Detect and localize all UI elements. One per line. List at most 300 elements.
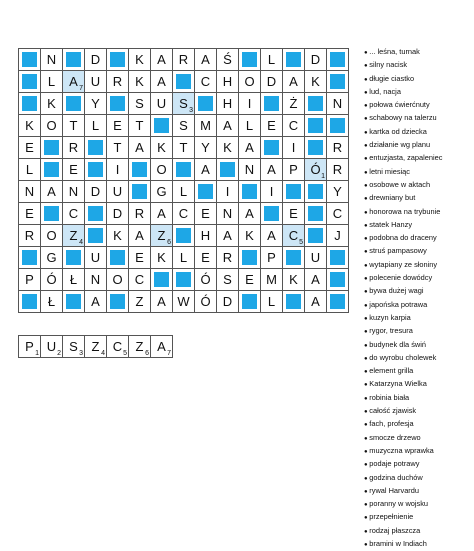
answer-cell[interactable] bbox=[107, 336, 129, 358]
cell-letter: D bbox=[222, 294, 233, 309]
cell-letter: A bbox=[311, 272, 320, 287]
answer-number: 6 bbox=[145, 350, 149, 357]
letter-cell[interactable] bbox=[217, 247, 239, 269]
block-cell bbox=[129, 181, 151, 203]
letter-cell[interactable] bbox=[283, 203, 305, 225]
letter-cell[interactable] bbox=[173, 49, 195, 71]
letter-cell[interactable] bbox=[261, 181, 283, 203]
letter-cell[interactable] bbox=[195, 203, 217, 225]
letter-cell[interactable] bbox=[41, 291, 63, 313]
block-cell bbox=[63, 93, 85, 115]
answer-cell[interactable] bbox=[41, 336, 63, 358]
letter-cell[interactable] bbox=[151, 49, 173, 71]
letter-cell[interactable] bbox=[327, 225, 349, 247]
block-cell bbox=[173, 269, 195, 291]
letter-cell[interactable] bbox=[217, 49, 239, 71]
clue-item: ● entuzjasta, zapaleniec bbox=[364, 152, 442, 165]
letter-cell[interactable] bbox=[151, 203, 173, 225]
highlighted-cell[interactable] bbox=[283, 225, 305, 247]
cell-letter: I bbox=[115, 162, 120, 177]
letter-cell[interactable] bbox=[195, 71, 217, 93]
letter-cell[interactable] bbox=[261, 247, 283, 269]
letter-cell[interactable] bbox=[173, 291, 195, 313]
cell-letter: A bbox=[223, 118, 232, 133]
letter-cell[interactable] bbox=[239, 71, 261, 93]
letter-cell[interactable] bbox=[41, 269, 63, 291]
cell-letter: A bbox=[245, 140, 254, 155]
letter-cell[interactable] bbox=[107, 203, 129, 225]
letter-cell[interactable] bbox=[19, 181, 41, 203]
block-cell bbox=[283, 247, 305, 269]
answer-letter: U bbox=[46, 339, 57, 354]
cell-letter: J bbox=[334, 228, 341, 243]
letter-cell[interactable] bbox=[195, 291, 217, 313]
cell-letter: O bbox=[46, 118, 57, 133]
cell-letter: Y bbox=[91, 96, 100, 111]
cell-letter: A bbox=[157, 206, 166, 221]
letter-cell[interactable] bbox=[85, 269, 107, 291]
cell-letter: Ó bbox=[200, 294, 211, 309]
letter-cell[interactable] bbox=[19, 159, 41, 181]
answer-letter: S bbox=[69, 339, 78, 354]
answer-number: 5 bbox=[123, 350, 127, 357]
letter-cell[interactable] bbox=[129, 71, 151, 93]
letter-cell[interactable] bbox=[195, 225, 217, 247]
block-cell bbox=[19, 49, 41, 71]
cell-letter: S bbox=[223, 272, 232, 287]
letter-cell[interactable] bbox=[85, 49, 107, 71]
grid-row bbox=[19, 269, 349, 291]
clue-item: ● polecenie dowódcy bbox=[364, 272, 442, 285]
clue-item: ● kuzyn karpia bbox=[364, 312, 442, 325]
letter-cell[interactable] bbox=[129, 291, 151, 313]
answer-cell[interactable] bbox=[63, 336, 85, 358]
letter-cell[interactable] bbox=[217, 291, 239, 313]
letter-cell[interactable] bbox=[19, 269, 41, 291]
cell-letter: P bbox=[25, 272, 34, 287]
letter-cell[interactable] bbox=[239, 159, 261, 181]
cell-letter: Z bbox=[69, 228, 78, 243]
block-cell bbox=[305, 181, 327, 203]
cell-letter: N bbox=[90, 272, 101, 287]
letter-cell[interactable] bbox=[63, 181, 85, 203]
clue-item: ● letni miesiąc bbox=[364, 166, 442, 179]
letter-cell[interactable] bbox=[129, 247, 151, 269]
cell-letter: M bbox=[200, 118, 211, 133]
cell-letter: A bbox=[47, 184, 56, 199]
grid-row bbox=[19, 115, 349, 137]
grid-row bbox=[19, 93, 349, 115]
cell-letter: A bbox=[91, 294, 100, 309]
cell-letter: T bbox=[135, 118, 144, 133]
highlighted-cell[interactable] bbox=[63, 71, 85, 93]
letter-cell[interactable] bbox=[239, 269, 261, 291]
grid-row bbox=[19, 181, 349, 203]
highlighted-cell[interactable] bbox=[63, 225, 85, 247]
answer-cell[interactable] bbox=[19, 336, 41, 358]
block-cell bbox=[63, 247, 85, 269]
letter-cell[interactable] bbox=[239, 225, 261, 247]
clue-item: ● godzina duchów bbox=[364, 472, 442, 485]
clue-item: ● długie ciastko bbox=[364, 73, 442, 86]
letter-cell[interactable] bbox=[41, 225, 63, 247]
cell-letter: R bbox=[24, 228, 35, 243]
clue-item: ● robinia biała bbox=[364, 392, 442, 405]
cell-letter: Ś bbox=[223, 52, 232, 67]
letter-cell[interactable] bbox=[217, 93, 239, 115]
cell-letter: A bbox=[201, 162, 210, 177]
letter-cell[interactable] bbox=[305, 71, 327, 93]
cell-letter: L bbox=[245, 118, 254, 133]
letter-cell[interactable] bbox=[327, 203, 349, 225]
letter-cell[interactable] bbox=[151, 159, 173, 181]
grid-row bbox=[19, 159, 349, 181]
cell-letter: A bbox=[311, 294, 320, 309]
block-cell bbox=[19, 93, 41, 115]
block-cell bbox=[63, 291, 85, 313]
clue-item: ● osobowe w aktach bbox=[364, 179, 442, 192]
cell-letter: C bbox=[134, 272, 145, 287]
cell-number: 4 bbox=[79, 239, 83, 246]
grid-row bbox=[19, 291, 349, 313]
letter-cell[interactable] bbox=[63, 203, 85, 225]
letter-cell[interactable] bbox=[151, 71, 173, 93]
cell-letter: Y bbox=[201, 140, 210, 155]
letter-cell[interactable] bbox=[63, 137, 85, 159]
highlighted-cell[interactable] bbox=[151, 225, 173, 247]
clue-item: ● rywal Harvardu bbox=[364, 485, 442, 498]
cell-letter: E bbox=[25, 140, 34, 155]
block-cell bbox=[107, 291, 129, 313]
letter-cell[interactable] bbox=[151, 247, 173, 269]
cell-letter: K bbox=[135, 74, 144, 89]
block-cell bbox=[283, 181, 305, 203]
block-cell bbox=[19, 71, 41, 93]
letter-cell[interactable] bbox=[327, 159, 349, 181]
letter-cell[interactable] bbox=[107, 269, 129, 291]
block-cell bbox=[327, 291, 349, 313]
clue-item: ● bramini w Indiach bbox=[364, 538, 442, 551]
cell-letter: A bbox=[289, 74, 298, 89]
block-cell bbox=[305, 225, 327, 247]
letter-cell[interactable] bbox=[217, 71, 239, 93]
answer-number: 2 bbox=[57, 350, 61, 357]
letter-cell[interactable] bbox=[261, 225, 283, 247]
block-cell bbox=[129, 159, 151, 181]
letter-cell[interactable] bbox=[41, 247, 63, 269]
letter-cell[interactable] bbox=[41, 71, 63, 93]
letter-cell[interactable] bbox=[239, 115, 261, 137]
clue-item: ● silny nacisk bbox=[364, 59, 442, 72]
cell-letter: A bbox=[223, 228, 232, 243]
letter-cell[interactable] bbox=[85, 71, 107, 93]
letter-cell[interactable] bbox=[305, 49, 327, 71]
answer-letter: Z bbox=[91, 339, 100, 354]
letter-cell[interactable] bbox=[41, 93, 63, 115]
cell-number: 7 bbox=[79, 85, 83, 92]
clue-item: ● muzyczna wprawka bbox=[364, 445, 442, 458]
letter-cell[interactable] bbox=[41, 115, 63, 137]
letter-cell[interactable] bbox=[173, 137, 195, 159]
letter-cell[interactable] bbox=[107, 225, 129, 247]
letter-cell[interactable] bbox=[129, 137, 151, 159]
answer-letter: P bbox=[25, 339, 34, 354]
letter-cell[interactable] bbox=[173, 203, 195, 225]
cell-letter: K bbox=[223, 140, 232, 155]
letter-cell[interactable] bbox=[261, 159, 283, 181]
cell-letter: G bbox=[156, 184, 167, 199]
letter-cell[interactable] bbox=[217, 115, 239, 137]
cell-letter: H bbox=[222, 96, 233, 111]
letter-cell[interactable] bbox=[107, 71, 129, 93]
letter-cell[interactable] bbox=[217, 225, 239, 247]
answer-letter: Z bbox=[135, 339, 144, 354]
letter-cell[interactable] bbox=[327, 93, 349, 115]
letter-cell[interactable] bbox=[327, 137, 349, 159]
letter-cell[interactable] bbox=[283, 137, 305, 159]
letter-cell[interactable] bbox=[151, 181, 173, 203]
letter-cell[interactable] bbox=[305, 291, 327, 313]
letter-cell[interactable] bbox=[19, 115, 41, 137]
letter-cell[interactable] bbox=[151, 137, 173, 159]
letter-cell[interactable] bbox=[41, 49, 63, 71]
letter-cell[interactable] bbox=[107, 181, 129, 203]
letter-cell[interactable] bbox=[85, 291, 107, 313]
cell-number: 3 bbox=[189, 107, 193, 114]
block-cell bbox=[283, 49, 305, 71]
letter-cell[interactable] bbox=[261, 269, 283, 291]
letter-cell[interactable] bbox=[85, 247, 107, 269]
cell-letter: Ł bbox=[47, 294, 56, 309]
block-cell bbox=[85, 225, 107, 247]
cell-letter: U bbox=[90, 74, 101, 89]
grid-row bbox=[19, 71, 349, 93]
letter-cell[interactable] bbox=[41, 181, 63, 203]
block-cell bbox=[305, 203, 327, 225]
block-cell bbox=[239, 181, 261, 203]
cell-letter: T bbox=[69, 118, 78, 133]
letter-cell[interactable] bbox=[327, 181, 349, 203]
grid-row bbox=[19, 203, 349, 225]
block-cell bbox=[85, 159, 107, 181]
letter-cell[interactable] bbox=[195, 115, 217, 137]
clue-item: ● podobna do draceny bbox=[364, 232, 442, 245]
answer-cell[interactable] bbox=[151, 336, 173, 358]
block-cell bbox=[305, 93, 327, 115]
block-cell bbox=[41, 159, 63, 181]
cell-letter: I bbox=[225, 184, 230, 199]
clue-item: ● struś pampasowy bbox=[364, 245, 442, 258]
answer-number: 7 bbox=[167, 350, 171, 357]
block-cell bbox=[239, 49, 261, 71]
highlighted-cell[interactable] bbox=[173, 93, 195, 115]
letter-cell[interactable] bbox=[129, 93, 151, 115]
letter-cell[interactable] bbox=[63, 159, 85, 181]
cell-letter: R bbox=[134, 206, 145, 221]
block-cell bbox=[41, 137, 63, 159]
letter-cell[interactable] bbox=[261, 49, 283, 71]
answer-number: 3 bbox=[79, 350, 83, 357]
letter-cell[interactable] bbox=[195, 137, 217, 159]
block-cell bbox=[327, 269, 349, 291]
block-cell bbox=[239, 247, 261, 269]
cell-letter: M bbox=[266, 272, 277, 287]
answer-cell[interactable] bbox=[129, 336, 151, 358]
cell-number: 5 bbox=[299, 239, 303, 246]
letter-cell[interactable] bbox=[283, 159, 305, 181]
cell-letter: A bbox=[157, 74, 166, 89]
clue-item: ● schabowy na talerzu bbox=[364, 112, 442, 125]
cell-letter: R bbox=[332, 140, 343, 155]
clue-item: ● element grilla bbox=[364, 365, 442, 378]
highlighted-cell[interactable] bbox=[305, 159, 327, 181]
grid-row bbox=[19, 137, 349, 159]
letter-cell[interactable] bbox=[19, 203, 41, 225]
block-cell bbox=[327, 71, 349, 93]
letter-cell[interactable] bbox=[85, 115, 107, 137]
cell-letter: S bbox=[179, 96, 188, 111]
cell-letter: N bbox=[222, 206, 233, 221]
cell-letter: N bbox=[24, 184, 35, 199]
letter-cell[interactable] bbox=[19, 137, 41, 159]
cell-letter: K bbox=[245, 228, 254, 243]
answer-number: 1 bbox=[35, 350, 39, 357]
letter-cell[interactable] bbox=[283, 269, 305, 291]
block-cell bbox=[195, 93, 217, 115]
cell-letter: I bbox=[247, 96, 252, 111]
letter-cell[interactable] bbox=[173, 115, 195, 137]
cell-letter: Ł bbox=[69, 272, 78, 287]
cell-letter: E bbox=[69, 162, 78, 177]
cell-letter: Y bbox=[333, 184, 342, 199]
letter-cell[interactable] bbox=[63, 269, 85, 291]
cell-letter: C bbox=[288, 118, 299, 133]
clue-item: ● smocze drzewo bbox=[364, 432, 442, 445]
cell-number: 1 bbox=[321, 173, 325, 180]
cell-letter: L bbox=[25, 162, 34, 177]
letter-cell[interactable] bbox=[217, 269, 239, 291]
clue-item: ● całość zjawisk bbox=[364, 405, 442, 418]
letter-cell[interactable] bbox=[107, 115, 129, 137]
cell-letter: L bbox=[47, 74, 56, 89]
cell-letter: C bbox=[178, 206, 189, 221]
cell-letter: A bbox=[69, 74, 78, 89]
cell-letter: E bbox=[201, 250, 210, 265]
clue-item: ● bywa dużej wagi bbox=[364, 285, 442, 298]
letter-cell[interactable] bbox=[151, 93, 173, 115]
cell-letter: K bbox=[135, 52, 144, 67]
cell-letter: L bbox=[267, 52, 276, 67]
letter-cell[interactable] bbox=[173, 247, 195, 269]
letter-cell[interactable] bbox=[283, 115, 305, 137]
clue-list bbox=[364, 46, 442, 551]
cell-letter: P bbox=[289, 162, 298, 177]
cell-letter: K bbox=[157, 140, 166, 155]
clue-item: ● honorowa na trybunie bbox=[364, 206, 442, 219]
letter-cell[interactable] bbox=[107, 159, 129, 181]
cell-letter: N bbox=[46, 52, 57, 67]
clue-item: ● do wyrobu cholewek bbox=[364, 352, 442, 365]
letter-cell[interactable] bbox=[173, 181, 195, 203]
cell-letter: E bbox=[289, 206, 298, 221]
letter-cell[interactable] bbox=[217, 137, 239, 159]
letter-cell[interactable] bbox=[85, 93, 107, 115]
letter-cell[interactable] bbox=[261, 115, 283, 137]
letter-cell[interactable] bbox=[85, 181, 107, 203]
letter-cell[interactable] bbox=[195, 269, 217, 291]
cell-letter: W bbox=[177, 294, 190, 309]
block-cell bbox=[261, 93, 283, 115]
letter-cell[interactable] bbox=[129, 49, 151, 71]
cell-letter: A bbox=[157, 52, 166, 67]
letter-cell[interactable] bbox=[261, 71, 283, 93]
cell-letter: T bbox=[179, 140, 188, 155]
cell-letter: K bbox=[157, 250, 166, 265]
cell-letter: K bbox=[311, 74, 320, 89]
letter-cell[interactable] bbox=[195, 247, 217, 269]
letter-cell[interactable] bbox=[129, 115, 151, 137]
clue-item: ● statek Hanzy bbox=[364, 219, 442, 232]
cell-letter: U bbox=[112, 184, 123, 199]
letter-cell[interactable] bbox=[305, 247, 327, 269]
letter-cell[interactable] bbox=[107, 137, 129, 159]
letter-cell[interactable] bbox=[217, 203, 239, 225]
cell-letter: A bbox=[267, 228, 276, 243]
letter-cell[interactable] bbox=[195, 49, 217, 71]
block-cell bbox=[327, 49, 349, 71]
cell-letter: L bbox=[267, 294, 276, 309]
letter-cell[interactable] bbox=[283, 71, 305, 93]
cell-letter: H bbox=[200, 228, 211, 243]
cell-letter: A bbox=[201, 52, 210, 67]
block-cell bbox=[151, 115, 173, 137]
cell-letter: O bbox=[112, 272, 123, 287]
letter-cell[interactable] bbox=[305, 269, 327, 291]
cell-letter: D bbox=[112, 206, 123, 221]
answer-letter: A bbox=[157, 339, 166, 354]
letter-cell[interactable] bbox=[283, 93, 305, 115]
letter-cell[interactable] bbox=[63, 115, 85, 137]
cell-letter: R bbox=[222, 250, 233, 265]
letter-cell[interactable] bbox=[239, 137, 261, 159]
clue-item: ● lud, nacja bbox=[364, 86, 442, 99]
letter-cell[interactable] bbox=[19, 225, 41, 247]
cell-letter: N bbox=[332, 96, 343, 111]
letter-cell[interactable] bbox=[195, 159, 217, 181]
clue-item: ● poranny w wojsku bbox=[364, 498, 442, 511]
cell-letter: E bbox=[25, 206, 34, 221]
letter-cell[interactable] bbox=[261, 291, 283, 313]
letter-cell[interactable] bbox=[129, 225, 151, 247]
block-cell bbox=[305, 115, 327, 137]
answer-cell[interactable] bbox=[85, 336, 107, 358]
letter-cell[interactable] bbox=[239, 93, 261, 115]
clue-item: ● japońska potrawa bbox=[364, 299, 442, 312]
letter-cell[interactable] bbox=[129, 203, 151, 225]
cell-letter: C bbox=[288, 228, 299, 243]
letter-cell[interactable] bbox=[239, 203, 261, 225]
cell-letter: N bbox=[68, 184, 79, 199]
block-cell bbox=[327, 115, 349, 137]
letter-cell[interactable] bbox=[151, 291, 173, 313]
block-cell bbox=[173, 71, 195, 93]
cell-letter: A bbox=[267, 162, 276, 177]
grid-row bbox=[19, 225, 349, 247]
cell-letter: R bbox=[178, 52, 189, 67]
cell-letter: Ó bbox=[46, 272, 57, 287]
letter-cell[interactable] bbox=[129, 269, 151, 291]
letter-cell[interactable] bbox=[217, 181, 239, 203]
